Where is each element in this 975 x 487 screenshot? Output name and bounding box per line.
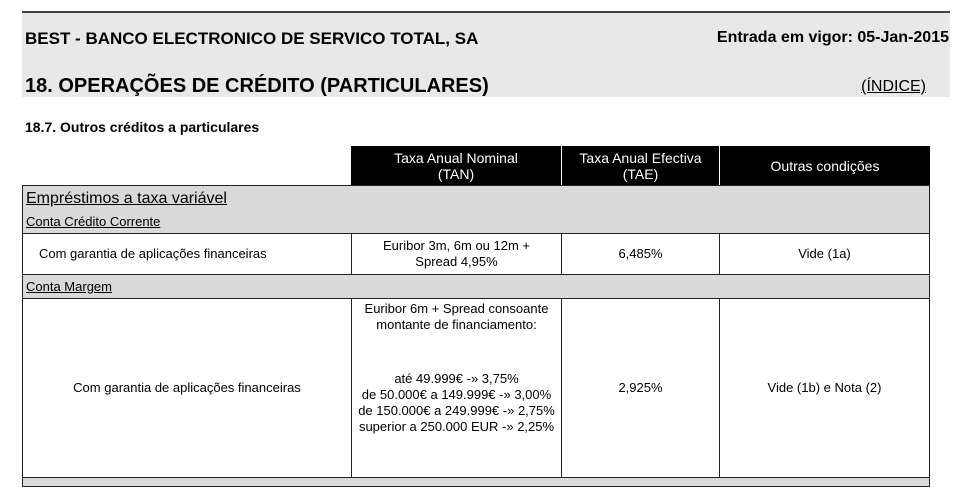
category-row	[22, 210, 930, 234]
column-header-label: Taxa Anual Efectiva	[579, 149, 702, 166]
row-tan	[351, 233, 562, 275]
column-header-label: (TAE)	[622, 165, 659, 182]
index-link[interactable]: (ÍNDICE)	[861, 78, 926, 95]
row-other: Vide (1b) e Nota (2)	[719, 298, 930, 478]
row-tae: 2,925%	[561, 298, 720, 478]
tier-line: de 150.000€ a 249.999€ -» 2,75%	[358, 403, 555, 418]
tier-line: de 50.000€ a 149.999€ -» 3,00%	[361, 387, 552, 402]
tan-line: montante de financiamento:	[376, 317, 537, 332]
column-header-tan	[351, 146, 561, 185]
group-label: Empréstimos a taxa variável	[26, 189, 227, 207]
tan-line: Euribor 6m + Spread consoante	[364, 301, 549, 316]
row-description: Com garantia de aplicações financeiras	[22, 298, 352, 478]
group-row	[22, 185, 930, 211]
subsection-title: 18.7. Outros créditos a particulares	[25, 119, 260, 135]
row-tan	[351, 298, 562, 478]
column-header-label: (TAN)	[437, 165, 475, 182]
column-header-label: Taxa Anual Nominal	[394, 149, 518, 166]
tan-line: Euribor 3m, 6m ou 12m +	[382, 238, 531, 253]
column-header-other	[719, 146, 930, 185]
tan-line: Spread 4,95%	[415, 254, 498, 269]
column-header-label: Outras condições	[770, 157, 880, 174]
effective-date: Entrada em vigor: 05-Jan-2015	[716, 29, 949, 46]
section-title: 18. OPERAÇÕES DE CRÉDITO (PARTICULARES)	[25, 75, 489, 97]
category-label: Conta Margem	[26, 278, 112, 294]
row-tae: 6,485%	[561, 233, 720, 275]
column-header-tae	[561, 146, 719, 185]
tier-line: até 49.999€ -» 3,75%	[394, 371, 519, 386]
row-description: Com garantia de aplicações financeiras	[22, 233, 352, 275]
next-row	[22, 477, 930, 487]
row-other: Vide (1a)	[719, 233, 930, 275]
bank-name: BEST - BANCO ELECTRONICO DE SERVICO TOTAL, SA	[25, 29, 479, 48]
category-row	[22, 274, 930, 299]
tier-line: superior a 250.000 EUR -» 2,25%	[358, 419, 555, 434]
category-label: Conta Crédito Corrente	[26, 213, 161, 229]
